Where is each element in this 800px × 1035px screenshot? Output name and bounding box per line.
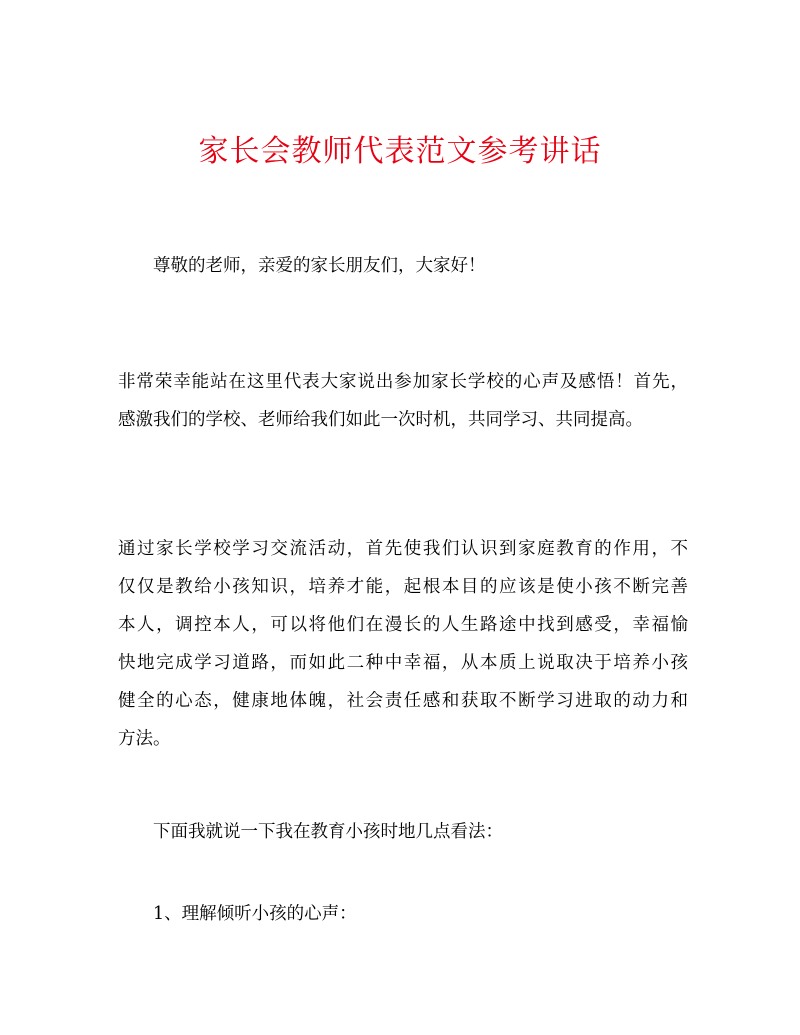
views-intro-paragraph — [153, 813, 693, 851]
paragraph-honor — [118, 363, 688, 439]
paragraph-line: 方法。 — [118, 729, 171, 749]
paragraph-line: 仅仅是教给小孩知识，培养才能，起根本目的应该是使小孩不断完善 — [118, 577, 688, 597]
greeting-paragraph — [153, 247, 693, 285]
paragraph-line: 非常荣幸能站在这里代表大家说出参加家长学校的心声及感悟！首先， — [118, 372, 688, 392]
paragraph-line: 本人，调控本人，可以将他们在漫长的人生路途中找到感受，幸福愉 — [118, 615, 688, 635]
greeting-line: 尊敬的老师，亲爱的家长朋友们，大家好！ — [153, 256, 486, 276]
paragraph-activity — [118, 530, 688, 758]
paragraph-line: 健全的心态，健康地体魄，社会责任感和获取不断学习进取的动力和 — [118, 691, 688, 711]
point-1-line: 1、理解倾听小孩的心声： — [153, 904, 357, 924]
paragraph-line: 通过家长学校学习交流活动，首先使我们认识到家庭教育的作用，不 — [118, 539, 688, 559]
paragraph-line: 感激我们的学校、老师给我们如此一次时机，共同学习、共同提高。 — [118, 410, 643, 430]
views-intro-line: 下面我就说一下我在教育小孩时地几点看法： — [153, 822, 503, 842]
paragraph-line: 快地完成学习道路，而如此二种中幸福，从本质上说取决于培养小孩 — [118, 653, 688, 673]
document-title: 家长会教师代表范文参考讲话 — [198, 134, 602, 170]
point-1-heading — [153, 895, 693, 933]
